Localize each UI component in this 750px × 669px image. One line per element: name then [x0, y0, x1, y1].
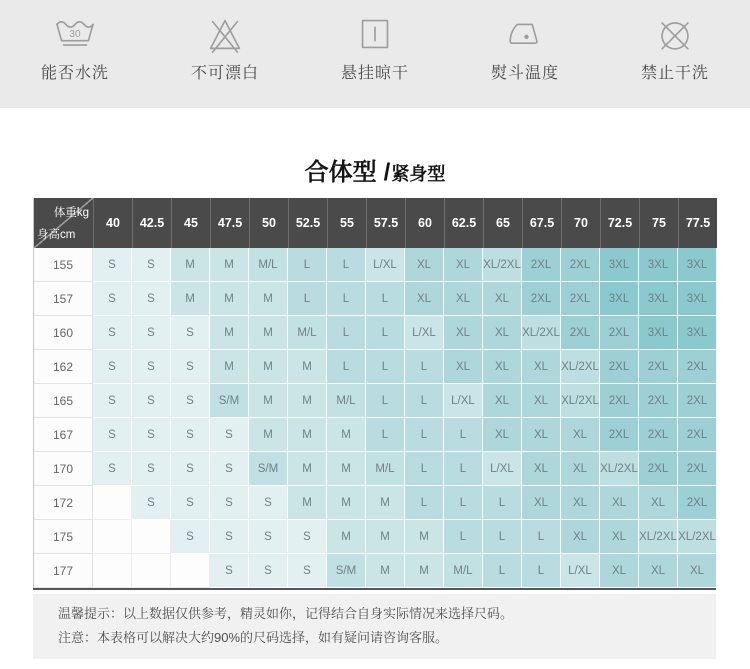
- size-cell: XL: [483, 384, 522, 418]
- size-cell: S: [171, 316, 210, 350]
- size-cell: M/L: [444, 554, 483, 588]
- size-cell: M: [288, 418, 327, 452]
- size-cell: M: [249, 282, 288, 316]
- size-cell: XL: [678, 554, 717, 588]
- size-cell: L: [522, 554, 561, 588]
- size-cell: S: [171, 384, 210, 418]
- size-cell: XL: [522, 384, 561, 418]
- weight-header: 67.5: [522, 198, 561, 248]
- size-cell: S: [93, 384, 132, 418]
- size-cell: M: [249, 316, 288, 350]
- corner-cell: [34, 198, 93, 248]
- size-cell: 2XL: [561, 248, 600, 282]
- weight-header: 62.5: [444, 198, 483, 248]
- notes-box: [33, 594, 716, 659]
- size-cell: 3XL: [639, 248, 678, 282]
- size-cell: M: [288, 486, 327, 520]
- size-cell: 2XL: [522, 248, 561, 282]
- size-cell: 2XL: [600, 418, 639, 452]
- size-cell: XL/2XL: [483, 248, 522, 282]
- height-label: 170: [34, 452, 93, 486]
- size-cell: [132, 554, 171, 588]
- height-label: 165: [34, 384, 93, 418]
- care-item-washable: [0, 0, 150, 108]
- size-cell: L: [483, 486, 522, 520]
- size-cell: S: [93, 316, 132, 350]
- size-cell: S: [132, 452, 171, 486]
- size-cell: M: [210, 350, 249, 384]
- size-cell: L: [522, 520, 561, 554]
- size-cell: S: [210, 486, 249, 520]
- hang-dry-icon: [352, 11, 398, 57]
- size-cell: L/XL: [366, 248, 405, 282]
- size-cell: M: [327, 486, 366, 520]
- size-cell: L: [366, 418, 405, 452]
- size-cell: S: [132, 248, 171, 282]
- weight-header: 40: [93, 198, 132, 248]
- size-cell: M: [249, 350, 288, 384]
- size-cell: 2XL: [678, 384, 717, 418]
- size-cell: S: [288, 554, 327, 588]
- size-cell: 2XL: [678, 350, 717, 384]
- size-cell: M: [327, 520, 366, 554]
- title-secondary: 紧身型: [391, 164, 446, 184]
- size-cell: 2XL: [561, 316, 600, 350]
- size-cell: M: [366, 554, 405, 588]
- size-cell: XL: [639, 486, 678, 520]
- weight-header: 72.5: [600, 198, 639, 248]
- size-cell: 3XL: [639, 282, 678, 316]
- size-cell: 2XL: [600, 384, 639, 418]
- size-cell: M: [327, 452, 366, 486]
- size-cell: XL: [444, 248, 483, 282]
- size-cell: M: [366, 520, 405, 554]
- size-cell: S: [132, 282, 171, 316]
- size-cell: XL: [483, 350, 522, 384]
- size-cell: S: [132, 350, 171, 384]
- height-label: 155: [34, 248, 93, 282]
- size-cell: S/M: [249, 452, 288, 486]
- note-caution: 注意：本表格可以解决大约90%的尺码选择，如有疑问请咨询客服。: [58, 630, 449, 645]
- size-cell: L/XL: [483, 452, 522, 486]
- size-cell: [93, 486, 132, 520]
- title-separator: /: [383, 159, 391, 186]
- size-cell: L: [366, 384, 405, 418]
- corner-height-label: 身高cm: [37, 229, 76, 241]
- size-cell: 2XL: [561, 282, 600, 316]
- size-cell: M: [288, 452, 327, 486]
- size-cell: 2XL: [600, 316, 639, 350]
- size-cell: S/M: [210, 384, 249, 418]
- size-cell: M: [288, 384, 327, 418]
- size-cell: XL: [561, 520, 600, 554]
- size-cell: S/M: [327, 554, 366, 588]
- size-cell: L: [405, 384, 444, 418]
- weight-header: 57.5: [366, 198, 405, 248]
- size-cell: XL/2XL: [600, 452, 639, 486]
- size-cell: L/XL: [444, 384, 483, 418]
- size-cell: S: [132, 418, 171, 452]
- size-cell: M/L: [288, 316, 327, 350]
- size-cell: 2XL: [678, 486, 717, 520]
- no-dry-clean-icon: [652, 11, 698, 57]
- weight-header: 45: [171, 198, 210, 248]
- size-cell: XL: [483, 282, 522, 316]
- size-cell: 3XL: [600, 248, 639, 282]
- care-label: 悬挂晾干: [340, 65, 409, 82]
- care-label: 不可漂白: [190, 65, 259, 82]
- weight-header: 77.5: [678, 198, 717, 248]
- size-cell: L/XL: [405, 316, 444, 350]
- size-cell: [93, 554, 132, 588]
- care-label: 能否水洗: [40, 65, 109, 82]
- care-item-no-dry-clean: [600, 0, 750, 108]
- size-cell: M/L: [366, 452, 405, 486]
- size-cell: M: [249, 418, 288, 452]
- weight-header: 60: [405, 198, 444, 248]
- size-cell: 2XL: [600, 350, 639, 384]
- corner-weight-label: 体重kg: [53, 207, 89, 219]
- size-cell: 2XL: [522, 282, 561, 316]
- size-cell: M: [366, 486, 405, 520]
- wash-30-icon: [52, 11, 98, 57]
- weight-header: 52.5: [288, 198, 327, 248]
- size-cell: L: [327, 316, 366, 350]
- size-cell: L: [327, 350, 366, 384]
- size-cell: 3XL: [600, 282, 639, 316]
- size-cell: S: [288, 520, 327, 554]
- size-cell: XL: [483, 418, 522, 452]
- height-label: 175: [34, 520, 93, 554]
- size-cell: S: [249, 520, 288, 554]
- care-item-hang-dry: [300, 0, 450, 108]
- size-cell: XL/2XL: [678, 520, 717, 554]
- size-cell: XL: [600, 520, 639, 554]
- size-cell: XL: [522, 486, 561, 520]
- size-cell: XL: [405, 282, 444, 316]
- size-cell: XL: [639, 554, 678, 588]
- size-cell: [171, 554, 210, 588]
- size-cell: S: [93, 282, 132, 316]
- weight-header: 50: [249, 198, 288, 248]
- size-cell: L: [444, 418, 483, 452]
- size-cell: S: [171, 418, 210, 452]
- size-cell: L: [444, 452, 483, 486]
- size-cell: S: [171, 350, 210, 384]
- size-cell: M: [210, 282, 249, 316]
- size-cell: L: [327, 248, 366, 282]
- size-cell: S: [132, 384, 171, 418]
- size-cell: L: [405, 418, 444, 452]
- size-table-wrap: [33, 198, 716, 590]
- iron-temperature-icon: [502, 11, 548, 57]
- size-cell: XL: [561, 418, 600, 452]
- size-cell: S: [93, 350, 132, 384]
- height-label: 157: [34, 282, 93, 316]
- size-cell: S: [210, 554, 249, 588]
- size-cell: L: [405, 486, 444, 520]
- size-table: [33, 198, 716, 588]
- size-cell: S: [171, 452, 210, 486]
- size-cell: L: [366, 316, 405, 350]
- height-label: 177: [34, 554, 93, 588]
- height-label: 172: [34, 486, 93, 520]
- size-cell: XL: [444, 350, 483, 384]
- size-cell: M/L: [327, 384, 366, 418]
- size-cell: S: [171, 486, 210, 520]
- size-cell: [132, 520, 171, 554]
- size-cell: XL/2XL: [561, 350, 600, 384]
- note-tip: 温馨提示：以上数据仅供参考，精灵如你，记得结合自身实际情况来选择尺码。: [58, 606, 514, 621]
- fit-type-title: [0, 158, 750, 188]
- size-cell: L: [483, 520, 522, 554]
- size-cell: S: [249, 486, 288, 520]
- size-cell: M: [210, 248, 249, 282]
- care-icon-strip: [0, 0, 750, 108]
- size-cell: S: [210, 452, 249, 486]
- size-cell: XL/2XL: [561, 384, 600, 418]
- size-cell: 3XL: [678, 282, 717, 316]
- weight-header: 42.5: [132, 198, 171, 248]
- size-cell: 3XL: [678, 316, 717, 350]
- size-cell: S: [132, 316, 171, 350]
- care-item-iron: [450, 0, 600, 108]
- size-cell: M/L: [249, 248, 288, 282]
- size-cell: 3XL: [678, 248, 717, 282]
- size-cell: XL: [600, 486, 639, 520]
- size-cell: S: [93, 452, 132, 486]
- size-cell: 2XL: [639, 384, 678, 418]
- height-label: 167: [34, 418, 93, 452]
- size-cell: XL: [600, 554, 639, 588]
- care-label: 禁止干洗: [640, 65, 709, 82]
- size-cell: 2XL: [639, 418, 678, 452]
- size-cell: L: [405, 452, 444, 486]
- size-cell: S: [132, 486, 171, 520]
- no-bleach-icon: [202, 11, 248, 57]
- size-cell: S: [210, 520, 249, 554]
- size-cell: XL/2XL: [639, 520, 678, 554]
- size-cell: L: [366, 350, 405, 384]
- size-cell: S: [210, 418, 249, 452]
- size-cell: M: [405, 520, 444, 554]
- size-cell: M: [288, 350, 327, 384]
- title-primary: 合体型: [304, 159, 377, 186]
- size-cell: L/XL: [561, 554, 600, 588]
- size-cell: M: [405, 554, 444, 588]
- size-cell: XL: [444, 282, 483, 316]
- size-cell: L: [366, 282, 405, 316]
- size-cell: 2XL: [639, 452, 678, 486]
- size-cell: 2XL: [678, 418, 717, 452]
- size-cell: XL: [444, 316, 483, 350]
- weight-header: 75: [639, 198, 678, 248]
- weight-header: 70: [561, 198, 600, 248]
- size-cell: [93, 520, 132, 554]
- size-cell: XL: [522, 350, 561, 384]
- svg-text:30: 30: [69, 28, 81, 40]
- size-cell: S: [93, 418, 132, 452]
- weight-header: 55: [327, 198, 366, 248]
- size-cell: S: [249, 554, 288, 588]
- size-cell: XL: [522, 418, 561, 452]
- size-cell: 3XL: [639, 316, 678, 350]
- size-cell: XL: [483, 316, 522, 350]
- size-cell: M: [171, 282, 210, 316]
- size-cell: S: [171, 520, 210, 554]
- size-cell: L: [405, 350, 444, 384]
- size-cell: XL: [522, 452, 561, 486]
- size-cell: XL: [561, 486, 600, 520]
- size-cell: 2XL: [678, 452, 717, 486]
- height-label: 162: [34, 350, 93, 384]
- size-cell: XL: [405, 248, 444, 282]
- size-cell: L: [444, 520, 483, 554]
- height-label: 160: [34, 316, 93, 350]
- size-cell: L: [288, 248, 327, 282]
- size-cell: M: [171, 248, 210, 282]
- size-cell: M: [210, 316, 249, 350]
- size-cell: L: [483, 554, 522, 588]
- size-cell: XL/2XL: [522, 316, 561, 350]
- size-cell: L: [327, 282, 366, 316]
- care-label: 熨斗温度: [490, 65, 559, 82]
- weight-header: 65: [483, 198, 522, 248]
- size-cell: L: [444, 486, 483, 520]
- size-cell: M: [327, 418, 366, 452]
- weight-header: 47.5: [210, 198, 249, 248]
- size-cell: 2XL: [639, 350, 678, 384]
- size-cell: L: [288, 282, 327, 316]
- care-item-no-bleach: [150, 0, 300, 108]
- size-cell: XL: [561, 452, 600, 486]
- size-cell: S: [93, 248, 132, 282]
- size-cell: M: [249, 384, 288, 418]
